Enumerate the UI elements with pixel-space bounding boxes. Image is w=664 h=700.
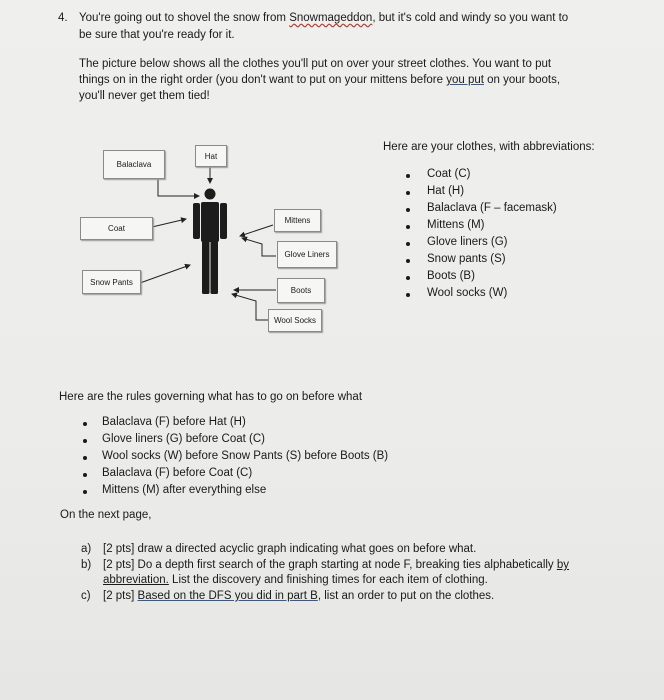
boots-box: Boots bbox=[277, 278, 325, 303]
intro-text-b: , but it's cold and windy so you want to bbox=[372, 12, 569, 24]
rules-heading: Here are the rules governing what has to go on before what bbox=[59, 391, 363, 403]
task-c-text bbox=[103, 589, 494, 604]
rule-item: Wool socks (W) before Snow Pants (S) before Boots (B) bbox=[102, 450, 389, 462]
task-c-pts: [2 pts] bbox=[103, 590, 138, 602]
bullet-icon bbox=[406, 276, 410, 280]
rule-item: Balaclava (F) before Hat (H) bbox=[102, 416, 246, 428]
clothes-item: Coat (C) bbox=[427, 168, 471, 180]
rule-item: Glove liners (G) before Coat (C) bbox=[102, 433, 265, 445]
coat-box: Coat bbox=[80, 217, 153, 240]
glove-liners-box: Glove Liners bbox=[277, 241, 337, 268]
bullet-icon bbox=[406, 174, 410, 178]
clothes-item: Balaclava (F – facemask) bbox=[427, 202, 557, 214]
task-c-underlined: Based on the DFS you did in part B bbox=[137, 590, 318, 602]
para2-line-1: The picture below shows all the clothes you'll put on over your street clothes. You want to put bbox=[79, 58, 552, 70]
bullet-icon bbox=[406, 242, 410, 246]
task-b-by: by bbox=[556, 559, 570, 571]
clothes-item: Boots (B) bbox=[427, 270, 475, 282]
balaclava-box: Balaclava bbox=[103, 150, 165, 179]
snow-pants-box: Snow Pants bbox=[82, 270, 141, 294]
bullet-icon bbox=[83, 473, 87, 477]
clothes-item: Hat (H) bbox=[427, 185, 465, 197]
bullet-icon bbox=[83, 456, 87, 460]
bullet-icon bbox=[406, 208, 410, 212]
bullet-icon bbox=[406, 225, 410, 229]
bullet-icon bbox=[83, 490, 87, 494]
next-page-text: On the next page, bbox=[60, 509, 152, 521]
task-a-label: a) bbox=[81, 543, 92, 555]
intro-text-a: You're going out to shovel the snow from bbox=[79, 12, 290, 24]
hat-box: Hat bbox=[195, 145, 227, 167]
task-b-line-1 bbox=[103, 558, 569, 573]
wool-socks-arrow bbox=[232, 294, 268, 320]
clothes-item: Glove liners (G) bbox=[427, 236, 508, 248]
question-number: 4. bbox=[58, 12, 68, 24]
task-c-rest: , list an order to put on the clothes. bbox=[317, 590, 495, 602]
you-put-underlined: you put bbox=[446, 74, 484, 86]
mittens-arrow bbox=[240, 225, 273, 236]
para2-text-a: things on in the right order (you don't want to put on your mittens before bbox=[79, 74, 447, 86]
para2-text-b: on your boots, bbox=[483, 74, 561, 86]
clothes-item: Wool socks (W) bbox=[427, 287, 508, 299]
glove-liners-arrow bbox=[242, 238, 276, 256]
para2-line-3: you'll never get them tied! bbox=[79, 90, 210, 102]
person-figure-icon bbox=[193, 189, 227, 295]
clothes-item: Snow pants (S) bbox=[427, 253, 506, 265]
snowmageddon-word: Snowmageddon bbox=[289, 12, 373, 24]
task-b-label: b) bbox=[81, 559, 92, 571]
bullet-icon bbox=[406, 259, 410, 263]
clothes-item: Mittens (M) bbox=[427, 219, 485, 231]
intro-line-2: be sure that you're ready for it. bbox=[79, 29, 235, 41]
task-b-abbreviation: abbreviation. bbox=[103, 574, 169, 586]
coat-arrow bbox=[152, 219, 186, 227]
task-b-line-2 bbox=[103, 573, 488, 588]
snow-pants-arrow bbox=[140, 265, 190, 283]
bullet-icon bbox=[83, 422, 87, 426]
bullet-icon bbox=[406, 293, 410, 297]
bullet-icon bbox=[83, 439, 87, 443]
clothes-heading: Here are your clothes, with abbreviations: bbox=[383, 141, 595, 153]
mittens-box: Mittens bbox=[274, 209, 321, 232]
rule-item: Balaclava (F) before Coat (C) bbox=[102, 467, 253, 479]
rule-item: Mittens (M) after everything else bbox=[102, 484, 267, 496]
task-b-line2-rest: List the discovery and finishing times for each item of clothing. bbox=[168, 574, 488, 586]
task-c-label: c) bbox=[81, 590, 91, 602]
task-a-text: [2 pts] draw a directed acyclic graph indicating what goes on before what. bbox=[103, 543, 477, 555]
bullet-icon bbox=[406, 191, 410, 195]
task-b-text: [2 pts] Do a depth first search of the graph starting at node F, breaking ties alphabetically bbox=[103, 559, 557, 571]
wool-socks-box: Wool Socks bbox=[268, 309, 322, 332]
